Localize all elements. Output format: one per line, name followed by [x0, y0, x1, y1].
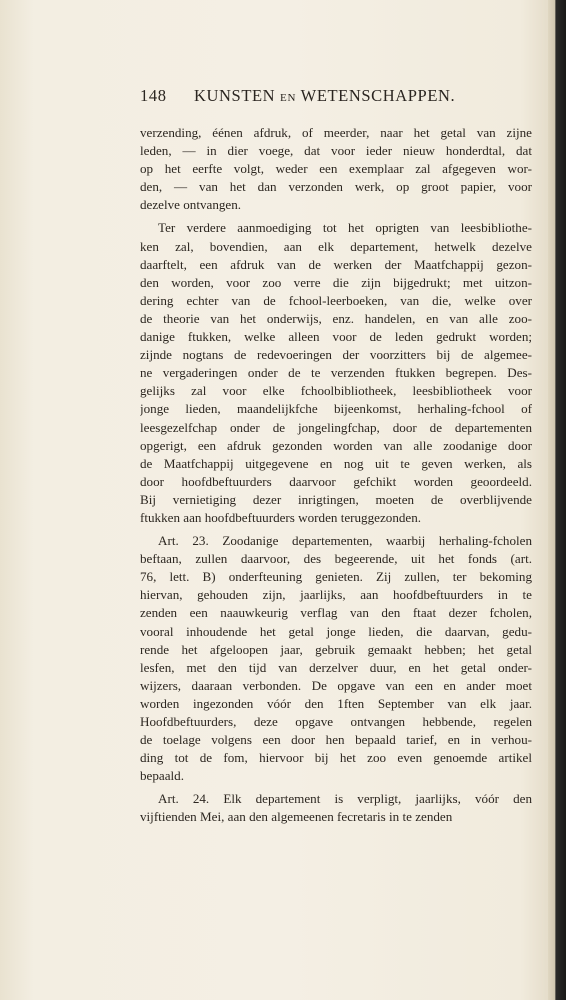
text-line: den worden, voor zoo verre die zijn bijgedrukt; met uitzon- [140, 274, 532, 290]
text-line: zijnde nogtans de redevoeringen der voorzitters bij de algemee- [140, 347, 532, 363]
text-line: den, — van het dan verzonden werk, op groot papier, voor [140, 179, 532, 195]
body-text [140, 124, 532, 827]
paragraph [140, 532, 532, 785]
text-line: dering echter van de fchool-leerboeken, van die, welke over [140, 292, 532, 308]
text-line: Hoofdbeftuurders, deze opgave ontvangen hebbende, regelen [140, 714, 532, 729]
page-number: 148 [140, 86, 167, 105]
text-line: rende het afgeloopen jaar, gebruik gemaakt hebben; het getal [140, 641, 532, 657]
text-line: daarftelt, een afdruk van de werken der Maatfchappij gezon- [140, 256, 532, 272]
text-line: ken zal, bovendien, aan elk departement, hetwelk dezelve [140, 238, 532, 254]
text-line: Art. 24. Elk departement is verpligt, jaarlijks, vóór den [158, 791, 532, 807]
text-line: 76, lett. B) onderfteuning genieten. Zij zullen, ter bekoming [140, 569, 532, 585]
text-line: zenden een naauwkeurig verflag van den ftaat dezer fcholen, [140, 605, 532, 621]
running-title-part1: KUNSTEN [194, 86, 276, 105]
text-line: worden ingezonden vóór den 1ften September van elk jaar. [140, 695, 532, 711]
running-title [194, 86, 455, 106]
page-binding-edge [548, 0, 566, 1000]
text-line: leden, — in dier voege, dat voor ieder nieuw honderdtal, dat [140, 143, 532, 159]
text-line: de Maatfchappij uitgegevene en nog uit te geven werken, als [140, 455, 532, 471]
text-line: wijzers, daaraan verbonden. De opgave van een en ander moet [140, 677, 532, 693]
text-line: verzending, éénen afdruk, of meerder, naar het getal van zijne [140, 125, 532, 140]
text-line: de toelage volgens een door hen bepaald tarief, en in verhou- [140, 732, 532, 748]
text-line: dezelve ontvangen. [140, 197, 242, 213]
text-line: bepaald. [140, 768, 184, 784]
text-line: ne vergaderingen onder de te verzenden ftukken begrepen. Des- [140, 365, 532, 381]
text-line: Art. 23. Zoodanige departementen, waarbij herhaling-fcholen [158, 533, 532, 549]
running-head [140, 86, 476, 110]
text-line: beftaan, zullen daarvoor, des begeerende, uit het fonds (art. [140, 551, 532, 567]
text-line: leesgezelfchap onder de jongelingfchap, door de departementen [140, 419, 532, 435]
running-title-part2: WETENSCHAPPEN. [300, 86, 456, 105]
text-line: gelijks zal voor elke fchoolbibliotheek, leesbibliotheek voor [140, 383, 532, 399]
paragraph [140, 790, 532, 826]
text-line: hiervan, gehouden zijn, jaarlijks, aan hoofdbeftuurders in te [140, 587, 532, 603]
text-line: de theorie van het onderwijs, enz. handelen, en van alle zoo- [140, 310, 532, 326]
running-title-conjunction: EN [279, 92, 297, 104]
paragraph [140, 124, 532, 214]
text-line: door hoofdbeftuurders daarvoor gefchikt worden geoordeeld. [140, 473, 532, 489]
text-line: lesfen, met den tijd van derzelver duur, en het getal onder- [140, 659, 532, 675]
text-line: ftukken aan hoofdbeftuurders worden teruggezonden. [140, 509, 422, 525]
paragraph [140, 219, 532, 527]
text-line: opgerigt, een afdruk gezonden worden van alle zoodanige door [140, 437, 532, 453]
text-line: danige ftukken, welke alleen voor de leden gedrukt worden; [140, 329, 532, 345]
text-line: op het eerfte volgt, weder een exemplaar zal afgegeven wor- [140, 161, 532, 177]
text-line: Ter verdere aanmoediging tot het oprigten van leesbibliothe- [158, 220, 532, 236]
text-line: vooral inhoudende het getal jonge lieden, die daarvan, gedu- [140, 623, 532, 639]
text-line: ding tot de fom, hiervoor bij het zoo even genoemde artikel [140, 750, 532, 766]
text-line: jonge lieden, maandelijkfche bijeenkomst, herhaling-fchool of [140, 401, 532, 417]
text-line: vijftienden Mei, aan den algemeenen fecretaris in te zenden [140, 809, 453, 825]
text-line: Bij vernietiging dezer inrigtingen, moeten de overblijvende [140, 491, 532, 507]
